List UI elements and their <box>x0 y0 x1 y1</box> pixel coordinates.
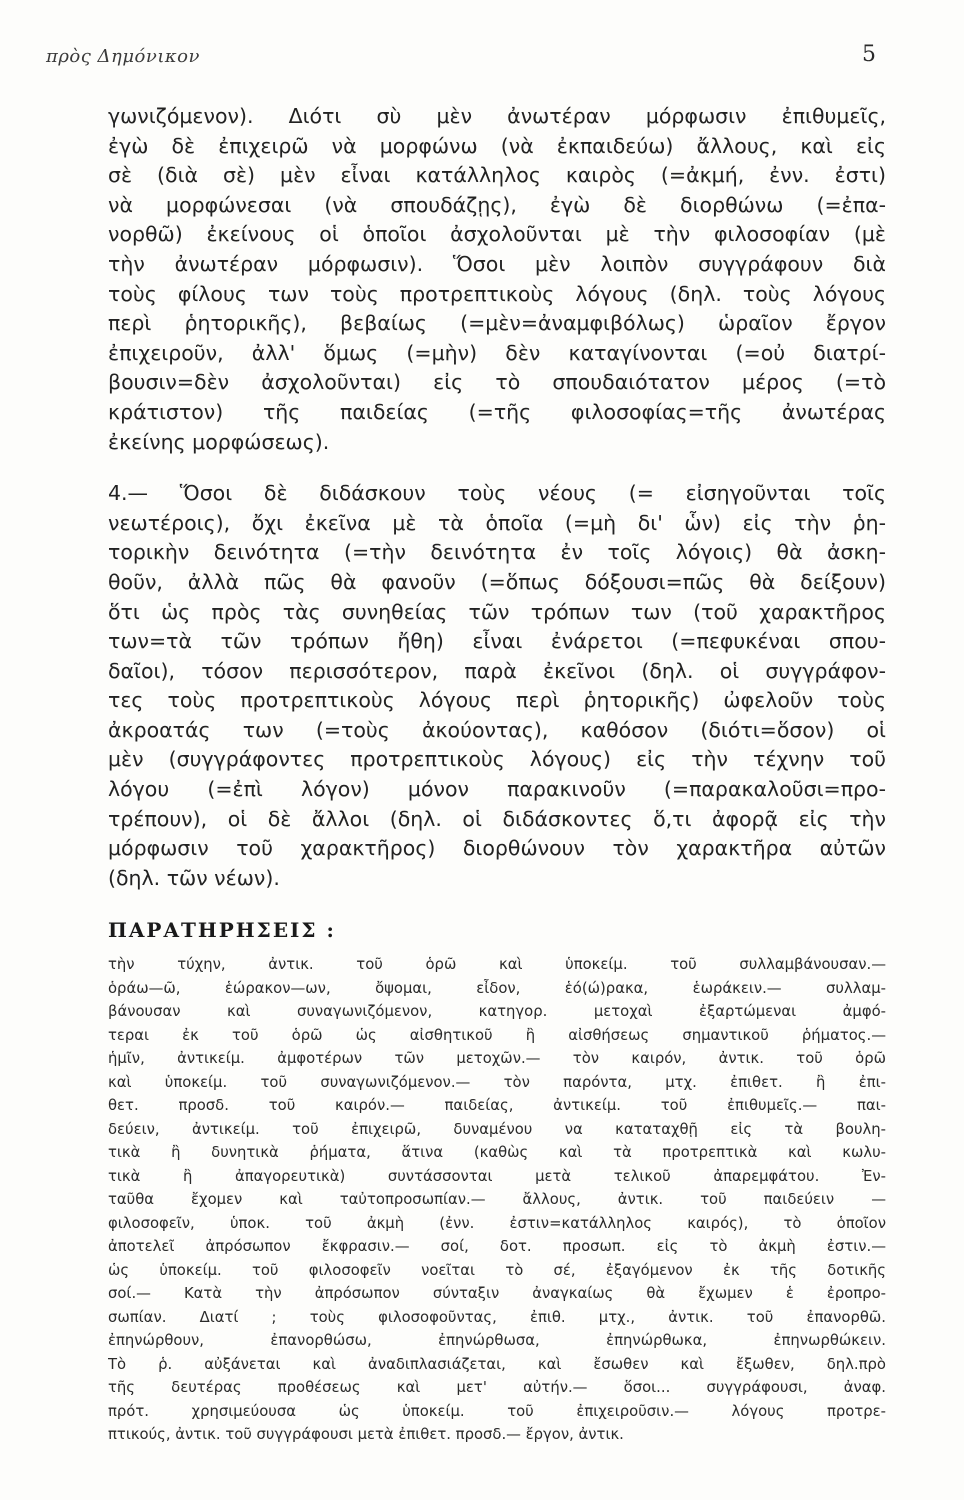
note-line: τικὰ ἢ δυνητικὰ ῥήματα, ἅτινα (καθὼς καὶ τὰ προτρεπτικὰ καὶ κωλυ- <box>108 1144 886 1162</box>
note-line: τὴν τύχην, ἀντικ. τοῦ ὁρῶ καὶ ὑποκείμ. τοῦ συλλαμβάνουσαν.— <box>108 956 886 974</box>
note-line: τῆς δευτέρας προθέσεως καὶ μετ' αὐτήν.— ὅσοι... συγγράφουσι, ἀναφ. <box>108 1379 886 1397</box>
note-line: ἡμῖν, ἀντικείμ. ἀμφοτέρων τῶν μετοχῶν.— τὸν καιρόν, ἀντικ. τοῦ ὁρῶ <box>108 1050 886 1068</box>
text-line: νὰ μορφώνεσαι (νὰ σπουδάζῃς), ἐγὼ δὲ διορθώνω (=ἐπα- <box>108 192 886 217</box>
text-line: ἐκείνης μορφώσεως). <box>108 429 330 454</box>
text-line: ἀκροατάς των (=τοὺς ἀκούοντας), καθόσον (διότι=ὅσον) οἱ <box>108 717 886 742</box>
text-line: μὲν (συγγράφοντες προτρεπτικοὺς λόγους) εἰς τὴν τέχνην τοῦ <box>108 747 886 772</box>
paragraph-1 <box>108 102 886 457</box>
note-line: βάνουσαν καὶ συναγωνιζόμενον, κατηγορ. μετοχαὶ ἐξαρτώμεναι ἀμφό- <box>108 1003 886 1021</box>
note-line: πτικούς, ἀντικ. τοῦ συγγράφουσι μετὰ ἐπιθετ. προσδ.— ἔργον, ἀντικ. <box>108 1426 624 1444</box>
text-line: ὅτι ὡς πρὸς τὰς συνηθείας τῶν τρόπων των (τοῦ χαρακτῆρος <box>108 599 886 624</box>
paragraph-2 <box>108 479 886 893</box>
text-line: (δηλ. τῶν νέων). <box>108 865 280 890</box>
notes-heading: ΠΑΡΑΤΗΡΗΣΕΙΣ : <box>108 918 336 943</box>
note-line: σοί.— Κατὰ τὴν ἀπρόσωπον σύνταξιν ἀναγκαίως θὰ ἔχωμεν ἑ ἐροπρο- <box>108 1285 886 1303</box>
note-line: Τὸ ῥ. αὐξάνεται καὶ ἀναδιπλασιάζεται, καὶ ἔσωθεν καὶ ἔξωθεν, δηλ.πρὸ <box>108 1355 886 1373</box>
text-line: νεωτέροις), ὄχι ἐκεῖνα μὲ τὰ ὁποῖα (=μὴ δι' ὧν) εἰς τὴν ῥη- <box>108 510 886 535</box>
page-number: 5 <box>862 42 876 67</box>
note-line: σωπίαν. Διατί ; τοὺς φιλοσοφοῦντας, ἐπιθ. μτχ., ἀντικ. τοῦ ἐπανορθῶ. <box>108 1308 886 1326</box>
text-line: ἐπιχειροῦν, ἀλλ' ὅμως (=μὴν) δὲν καταγίνονται (=οὐ διατρί- <box>108 340 886 365</box>
note-line: πρότ. χρησιμεύουσα ὡς ὑποκείμ. τοῦ ἐπιχειροῦσιν.— λόγους προτρε- <box>108 1402 886 1420</box>
note-line: θετ. προσδ. τοῦ καιρόν.— παιδείας, ἀντικείμ. τοῦ ἐπιθυμεῖς.— παι- <box>108 1097 886 1115</box>
note-line: ταῦθα ἔχομεν καὶ ταὐτοπροσωπίαν.— ἄλλους, ἀντικ. τοῦ παιδεύειν — <box>108 1191 886 1209</box>
text-line: δαῖοι), τόσον περισσότερον, παρὰ ἐκεῖνοι (δηλ. οἱ συγγράφον- <box>108 658 886 683</box>
text-line: περὶ ῥητορικῆς), βεβαίως (=μὲν=ἀναμφιβόλως) ὡραῖον ἔργον <box>108 311 886 336</box>
note-line: ἐπηνώρθουν, ἐπανορθώσω, ἐπηνώρθωσα, ἐπηνώρθωκα, ἐπηνωρθώκειν. <box>108 1332 886 1350</box>
text-line: τρέπουν), οἱ δὲ ἄλλοι (δηλ. οἱ διδάσκοντες ὅ,τι ἀφορᾷ εἰς τὴν <box>108 806 886 831</box>
note-line: καὶ ὑποκείμ. τοῦ συναγωνιζόμενον.— τὸν παρόντα, μτχ. ἐπιθετ. ἢ ἐπι- <box>108 1073 886 1091</box>
section-gap <box>108 893 886 915</box>
note-line: δεύειν, ἀντικείμ. τοῦ ἐπιχειρῶ, δυναμένου να καταταχθῇ εἰς τὰ βουλη- <box>108 1120 886 1138</box>
text-line: λόγου (=ἐπὶ λόγον) μόνον παρακινοῦν (=παρακαλοῦσι=προ- <box>108 777 886 802</box>
text-line: τὴν ἀνωτέραν μόρφωσιν). Ὅσοι μὲν λοιπὸν συγγράφουν διὰ <box>108 251 886 276</box>
heading-gap <box>108 945 886 953</box>
text-line: γωνιζόμενον). Διότι σὺ μὲν ἀνωτέραν μόρφωσιν ἐπιθυμεῖς, <box>108 104 886 128</box>
text-line: τοὺς φίλους των τοὺς προτρεπτικοὺς λόγους (δηλ. τοὺς λόγους <box>108 281 886 306</box>
text-line: ἐγὼ δὲ ἐπιχειρῶ νὰ μορφώνω (νὰ ἐκπαιδεύω) ἄλλους, καὶ εἰς <box>108 133 886 158</box>
text-line: των=τὰ τῶν τρόπων ἤθη) εἶναι ἐνάρετοι (=πεφυκέναι σπου- <box>108 629 886 654</box>
running-head: πρὸς Δημόνικον <box>46 46 200 67</box>
text-line: τες τοὺς προτρεπτικοὺς λόγους περὶ ῥητορικῆς) ὠφελοῦν τοὺς <box>108 688 886 713</box>
text-line: νορθῶ) ἐκείνους οἱ ὁποῖοι ἀσχολοῦνται μὲ τὴν φιλοσοφίαν (μὲ <box>108 222 886 247</box>
text-line: μόρφωσιν τοῦ χαρακτῆρος) διορθώνουν τὸν χαρακτῆρα αὐτῶν <box>108 836 886 861</box>
text-line: σὲ (διὰ σὲ) μὲν εἶναι κατάλληλος καιρὸς (=ἀκμή, ἐνν. ἐστι) <box>108 163 886 188</box>
text-line: βουσιν=δὲν ἀσχολοῦνται) εἰς τὸ σπουδαιότατον μέρος (=τὸ <box>108 370 886 395</box>
text-line: κράτιστον) τῆς παιδείας (=τῆς φιλοσοφίας=τῆς ἀνωτέρας <box>108 399 886 424</box>
note-line: τεραι ἐκ τοῦ ὁρῶ ὡς αἰσθητικοῦ ἢ αἰσθήσεως σημαντικοῦ ῥήματος.— <box>108 1026 886 1044</box>
text-line: 4.— Ὅσοι δὲ διδάσκουν τοὺς νέους (= εἰσηγοῦνται τοῖς <box>108 481 886 506</box>
text-line: θοῦν, ἀλλὰ πῶς θὰ φανοῦν (=ὅπως δόξουσι=πῶς θὰ δείξουν) <box>108 569 886 594</box>
text-line: τορικὴν δεινότητα (=τὴν δεινότητα ἐν τοῖς λόγοις) θὰ ἀσκη- <box>108 540 886 565</box>
note-line: φιλοσοφεῖν, ὑποκ. τοῦ ἀκμὴ (ἐνν. ἐστιν=κατάλληλος καιρός), τὸ ὁποῖον <box>108 1214 886 1232</box>
body-text <box>108 102 886 1447</box>
note-line: ὁράω—ῶ, ἑώρακον—ων, ὄψομαι, εἶδον, ἑό(ώ)ρακα, ἑωράκειν.— συλλαμ- <box>108 979 886 997</box>
notes-block <box>108 953 886 1447</box>
note-line: ἀποτελεῖ ἀπρόσωπον ἔκφρασιν.— σοί, δοτ. προσωπ. εἰς τὸ ἀκμὴ ἐστιν.— <box>108 1238 886 1256</box>
note-line: ὡς ὑποκείμ. τοῦ φιλοσοφεῖν νοεῖται τὸ σέ, ἐξαγόμενον ἐκ τῆς δοτικῆς <box>108 1261 886 1279</box>
note-line: τικὰ ἢ ἀπαγορευτικὰ) συντάσσονται μετὰ τελικοῦ ἀπαρεμφάτου. Ἐν- <box>108 1167 886 1185</box>
paragraph-gap <box>108 457 886 479</box>
